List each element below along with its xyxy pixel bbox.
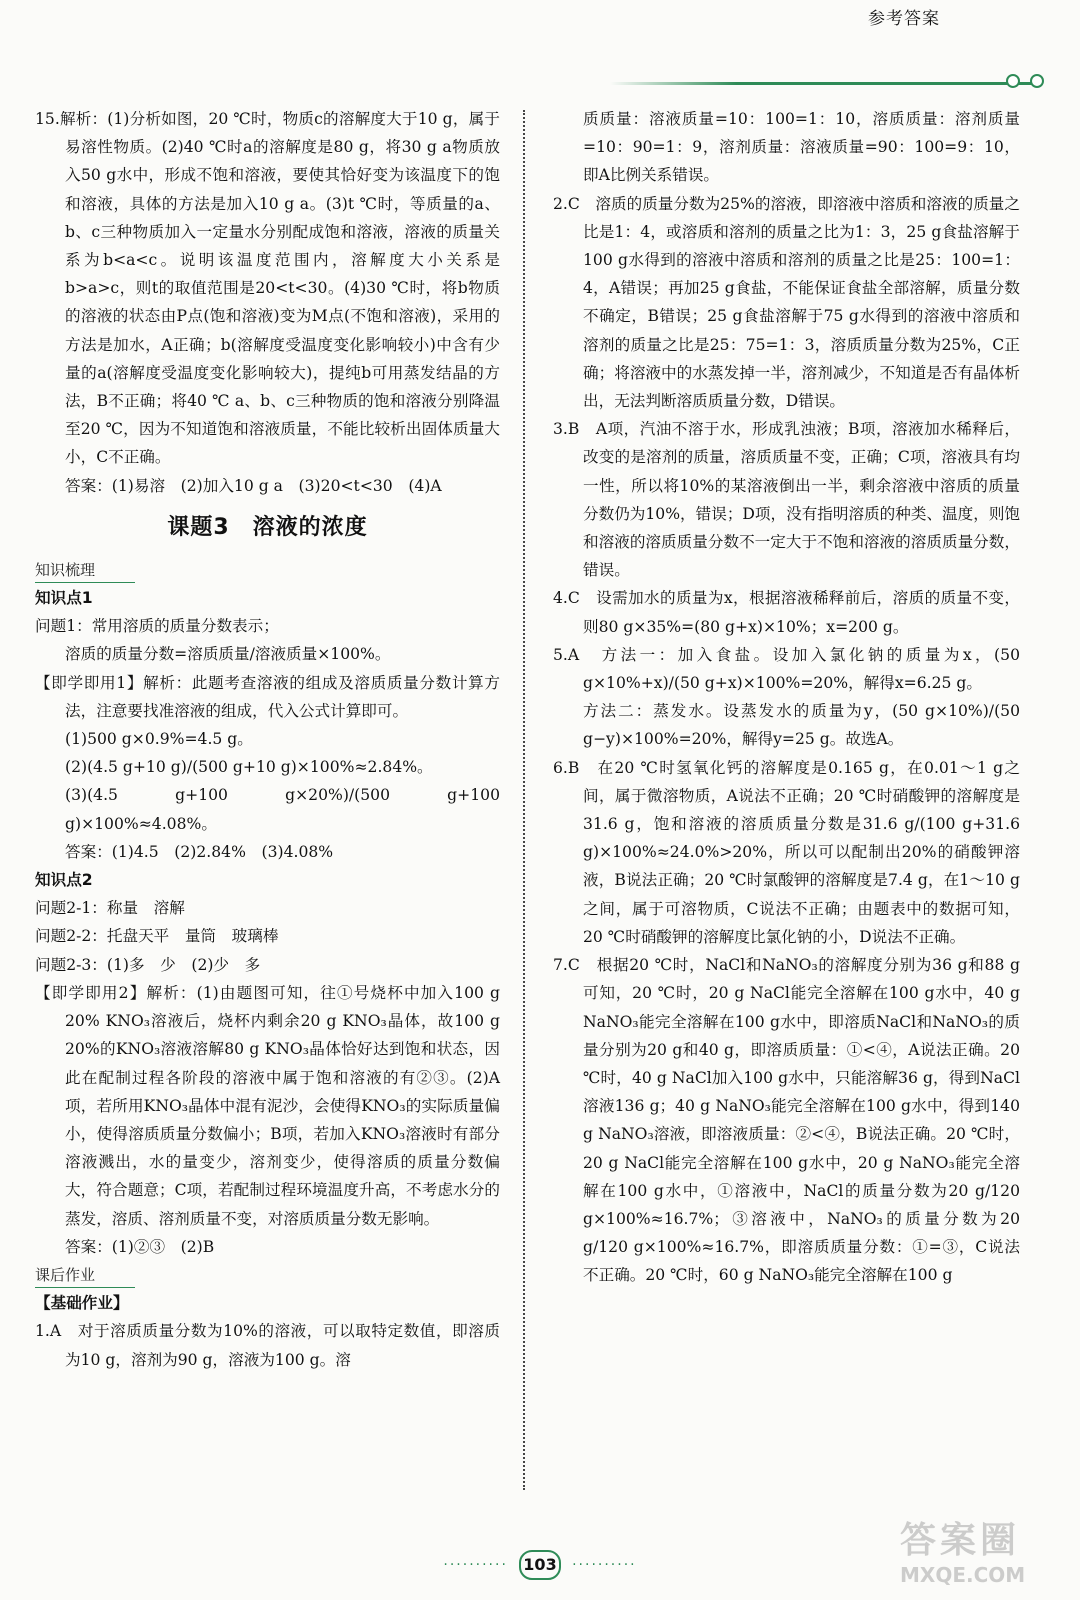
item-5a: 5.A 方法一：加入食盐。设加入氯化钠的质量为x，(50 g×10%+x)/(50 g+x)×100%=20%，解得x=6.25 g。 [553, 645, 1020, 693]
basic-label: 【基础作业】 [35, 1294, 129, 1313]
left-column [35, 105, 500, 1374]
apply2-answer: 答案：(1)②③ (2)B [65, 1237, 215, 1256]
item-2: 2.C 溶质的质量分数为25%的溶液，即溶液中溶质和溶液的质量之比是1：4，或溶质和溶剂的质量之比为1：3，25 g食盐溶解于100 g水得到的溶液中溶质和溶剂的质量之比是25：100=1：4，A错误；再加25 g食盐，不能保证食盐全部溶解，质量分数不确定，B错误；25 g食盐溶解于75 g水得到的溶液中溶质和溶剂的质量之比是25：75=1：3，溶质质量分数为25%，C正确；将溶液中的水蒸发掉一半，溶剂减少，不知道是否有晶体析出，无法判断溶质质量分数，D错误。 [553, 194, 1020, 411]
tag-knowledge: 知识梳理 [35, 558, 135, 583]
apply1-line: (2)(4.5 g+10 g)/(500 g+10 g)×100%≈2.84%。 [65, 758, 433, 777]
item-7: 7.C 根据20 ℃时，NaCl和NaNO₃的溶解度分别为36 g和88 g可知，20 ℃时，20 g NaCl能完全溶解在100 g水中，40 g NaNO₃能完全溶解在100 g水中，即溶质NaCl和NaNO₃的质量分别为20 g和40 g，即溶质质量：①<④，A说法正确。20 ℃时，40 g NaCl加入100 g水中，只能溶解36 g，得到NaCl溶液136 g；40 g NaNO₃能完全溶解在100 g水中，得到140 g NaNO₃溶液，即溶液质量：②<④，B说法正确。20 ℃时，20 g NaCl能完全溶解在100 g水中，20 g NaNO₃能完全溶解在100 g水中，①溶液中，NaCl的质量分数为20 g/120 g×100%≈16.7%；③溶液中，NaNO₃的质量分数为20 g/120 g×100%≈16.7%，即溶质质量分数：①=③，C说法不正确。20 ℃时，60 g NaNO₃能完全溶解在100 g [553, 956, 1020, 1285]
item-1-continued: 质质量：溶液质量=10：100=1：10，溶质质量：溶剂质量=10：90=1：9，溶剂质量：溶液质量=90：100=9：10，即A比例关系错误。 [583, 110, 1020, 185]
footer-dots-left: ·········· [443, 1557, 508, 1573]
item-1: 1.A 对于溶质质量分数为10%的溶液，可以取特定数值，即溶质为10 g，溶剂为90 g，溶液为100 g。溶 [35, 1322, 500, 1369]
item-4: 4.C 设需加水的质量为x，根据溶液稀释前后，溶质的质量不变，则80 g×35%=(80 g+x)×10%；x=200 g。 [553, 589, 1020, 636]
watermark-logo [900, 1512, 1060, 1587]
item-5b: 方法二：蒸发水。设蒸发水的质量为y，(50 g×10%)/(50 g−y)×100%=20%，解得y=25 g。故选A。 [583, 702, 1020, 749]
apply2-analysis: 【即学即用2】解析：(1)由题图可知，往①号烧杯中加入100 g 20% KNO₃溶液后，烧杯内剩余20 g KNO₃晶体，故100 g 20%的KNO₃溶液溶解80 g KNO₃晶体恰好达到饱和状态，因此在配制过程各阶段的溶液中属于饱和溶液的有②③。(2)A项，若所用KNO₃晶体中混有泥沙，会使得KNO₃的实际质量偏小，使得溶质质量分数偏小；B项，若加入KNO₃溶液时有部分溶液溅出，水的量变少，溶剂变少，使得溶质的质量分数偏大，符合题意；C项，若配制过程环境温度升高，不考虑水分的蒸发，溶质、溶剂质量不变，对溶质质量分数无影响。 [35, 983, 500, 1228]
apply1-line: (3)(4.5 g+100 g×20%)/(500 g+100 g)×100%≈4.08%。 [65, 786, 500, 833]
watermark-title: 答案圈 [900, 1520, 1021, 1561]
item-3: 3.B A项，汽油不溶于水，形成乳浊液；B项，溶液加水稀释后，改变的是溶剂的质量，溶质质量不变，正确；C项，溶液具有均一性，所以将10%的某溶液倒出一半，剩余溶液中溶质的质量分数仍为10%，错误；D项，没有指明溶质的种类、温度，则饱和溶液的溶质质量分数不一定大于不饱和溶液的溶质质量分数，错误。 [553, 420, 1021, 580]
apply1-answer: 答案：(1)4.5 (2)2.84% (3)4.08% [65, 842, 334, 861]
apply1-line: (1)500 g×0.9%=4.5 g。 [65, 730, 253, 749]
header-label: 参考答案 [868, 9, 940, 29]
right-column [553, 105, 1020, 1290]
column-divider [523, 110, 525, 1490]
apply1-analysis: 【即学即用1】解析：此题考查溶液的组成及溶质质量分数计算方法，注意要找准溶液的组成，代入公式计算即可。 [35, 673, 500, 720]
watermark-url: MXQE.COM [900, 1563, 1026, 1587]
header-ornament [1006, 74, 1044, 88]
kp2-line: 问题2-2：托盘天平 量筒 玻璃棒 [35, 927, 279, 946]
item-15-analysis: 15.解析：(1)分析如图，20 ℃时，物质c的溶解度大于10 g，属于易溶性物质。(2)40 ℃时a的溶解度是80 g，将30 g a物质放入50 g水中，形成不饱和溶液，要使其恰好变为该温度下的饱和溶液，具体的方法是加入10 g a。(3)t ℃时，等质量的a、b、c三种物质加入一定量水分别配成饱和溶液，溶液的质量关系为b<a<c。说明该温度范围内，溶解度大小关系是b>a>c，则t的取值范围是20<t<30。(4)30 ℃时，将b物质的溶液的状态由P点(饱和溶液)变为M点(不饱和溶液)，采用的方法是加水，A正确；b(溶解度受温度变化影响较小)中含有少量的a(溶解度受温度变化影响较大)，提纯b可用蒸发结晶的方法，B不正确；将40 ℃ a、b、c三种物质的饱和溶液分别降温至20 ℃，因为不知道饱和溶液质量，不能比较析出固体质量大小，C不正确。 [35, 110, 500, 467]
item-6: 6.B 在20 ℃时氢氧化钙的溶解度是0.165 g，在0.01～1 g之间，属于微溶物质，A说法不正确；20 ℃时硝酸钾的溶解度是31.6 g，饱和溶液的溶质质量分数是31.6 g/(100 g+31.6 g)×100%≈24.0%>20%，所以可以配制出20%的硝酸钾溶液，B说法正确；20 ℃时氯酸钾的溶解度是7.4 g，在1～10 g之间，属于可溶物质，C说法不正确；由题表中的数据可知，20 ℃时硝酸钾的溶解度比氯化钠的小，D说法不正确。 [553, 758, 1020, 946]
header-rule [610, 82, 1032, 85]
tag-homework: 课后作业 [35, 1263, 135, 1288]
kp2-line: 问题2-1：称量 溶解 [35, 899, 185, 918]
kp1-formula: 溶质的质量分数=溶质质量/溶液质量×100%。 [65, 645, 391, 664]
footer-dots-right: ·········· [572, 1557, 637, 1573]
kp2-label: 知识点2 [35, 871, 93, 890]
kp1-label: 知识点1 [35, 589, 93, 608]
page-footer [390, 1550, 690, 1580]
kp2-line: 问题2-3：(1)多 少 (2)少 多 [35, 955, 261, 974]
section-title: 课题3 溶液的浓度 [167, 514, 368, 540]
kp1-question: 问题1：常用溶质的质量分数表示； [35, 617, 279, 636]
page-number: 103 [519, 1550, 561, 1580]
item-15-answer: 答案：(1)易溶 (2)加入10 g a (3)20<t<30 (4)A [65, 476, 442, 495]
